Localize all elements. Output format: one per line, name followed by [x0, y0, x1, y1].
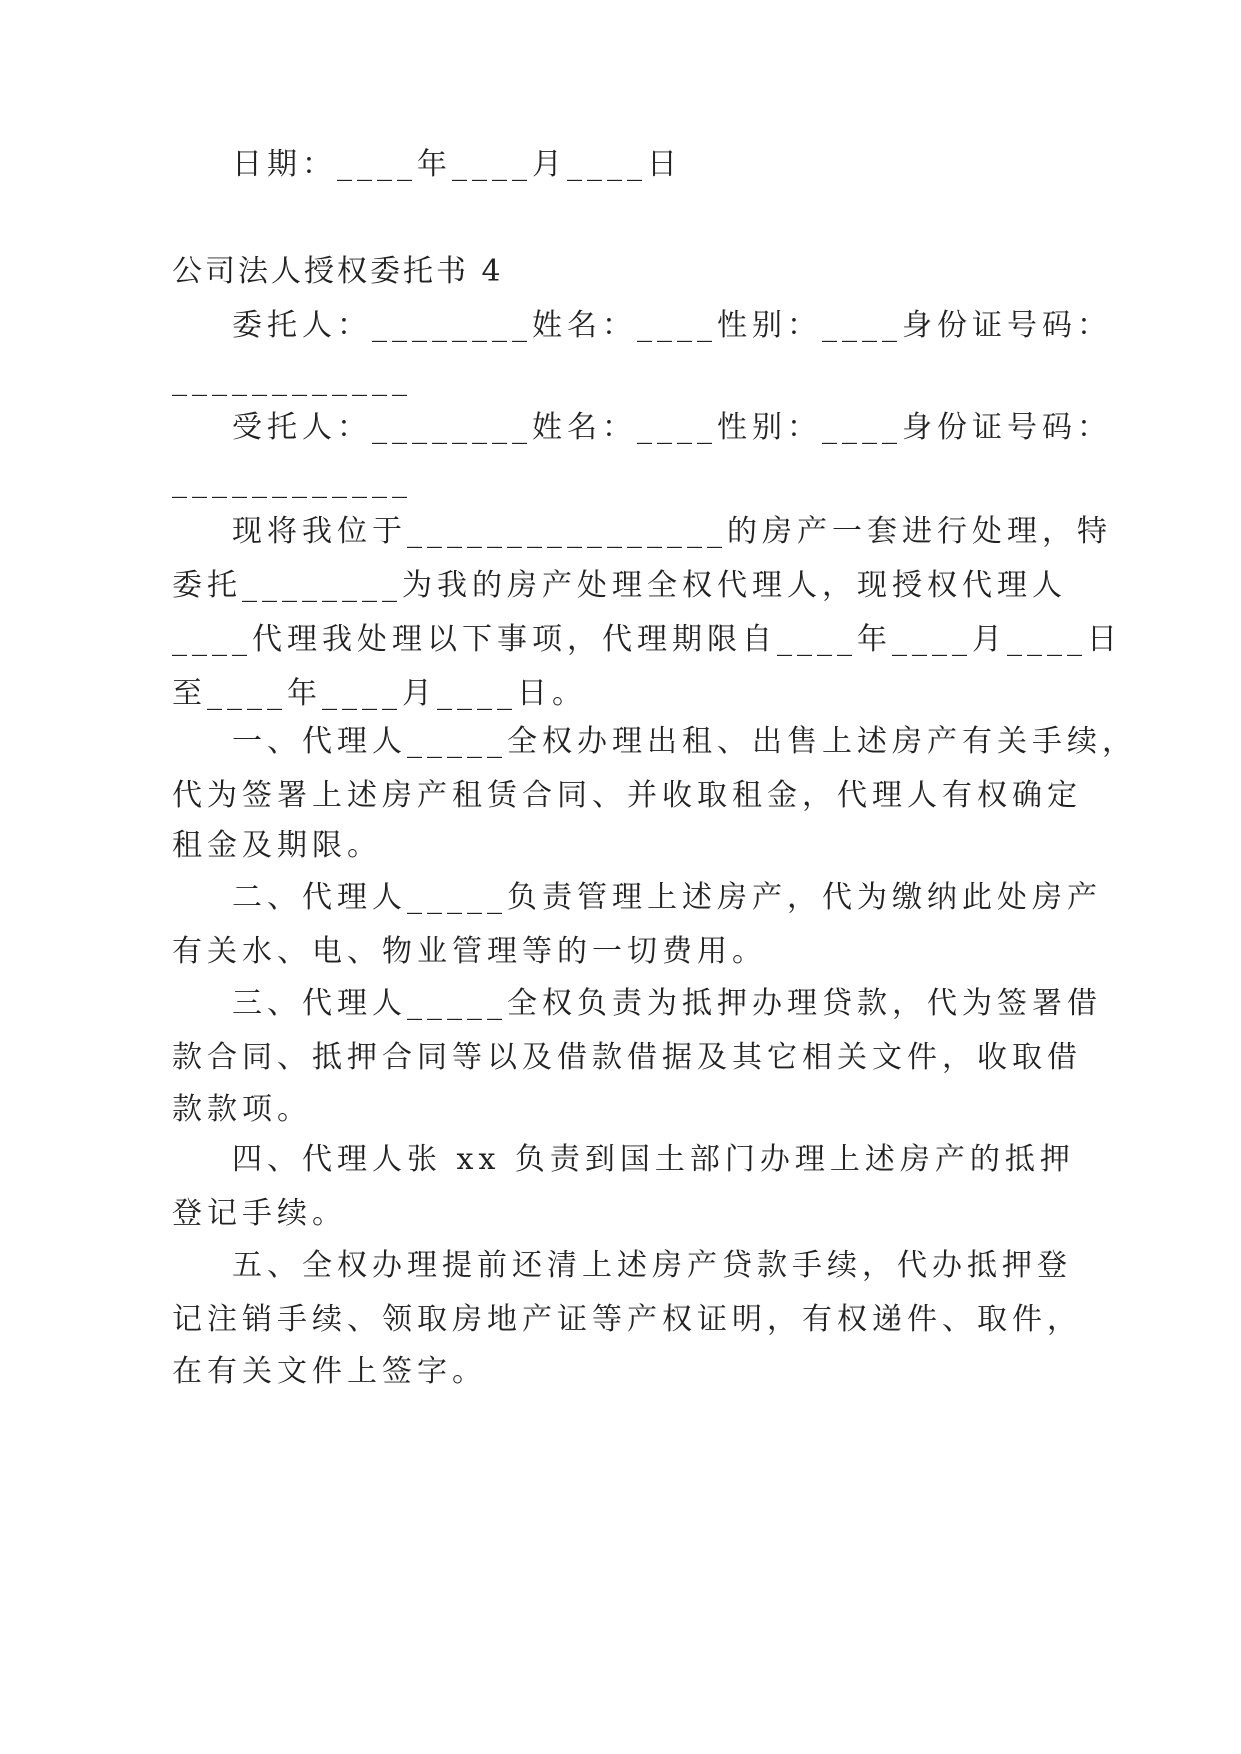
body-line: 五、全权办理提前还清上述房产贷款手续，代办抵押登: [232, 1248, 1072, 1283]
body-line: 款款项。: [172, 1092, 312, 1127]
date-line: 日期：____年____月____日: [232, 147, 682, 182]
body-line: 委托________为我的房产处理全权代理人，现授权代理人: [172, 568, 1067, 603]
body-line: 记注销手续、领取房地产证等产权证明，有权递件、取件，: [172, 1302, 1082, 1337]
body-line: 三、代理人_____全权负责为抵押办理贷款，代为签署借: [232, 986, 1102, 1021]
body-line: 租金及期限。: [172, 828, 382, 863]
section-title: 公司法人授权委托书 4: [172, 254, 504, 289]
body-line: 登记手续。: [172, 1196, 347, 1231]
body-line: 有关水、电、物业管理等的一切费用。: [172, 934, 767, 969]
body-line: 四、代理人张 xx 负责到国土部门办理上述房产的抵押: [232, 1142, 1075, 1177]
agent-id-blank: ____________: [172, 464, 412, 499]
principal-line: 委托人：________姓名：____性别：____身份证号码：: [232, 308, 1112, 343]
body-line: 在有关文件上签字。: [172, 1354, 487, 1389]
agent-line: 受托人：________姓名：____性别：____身份证号码：: [232, 410, 1112, 445]
body-line: 代为签署上述房产租赁合同、并收取租金，代理人有权确定: [172, 778, 1082, 813]
body-line: 款合同、抵押合同等以及借款借据及其它相关文件，收取借: [172, 1040, 1082, 1075]
body-line: 二、代理人_____负责管理上述房产，代为缴纳此处房产: [232, 880, 1102, 915]
body-line: ____代理我处理以下事项，代理期限自____年____月____日: [172, 622, 1122, 657]
body-line: 至____年____月____日。: [172, 676, 587, 711]
body-line: 现将我位于________________的房产一套进行处理，特: [232, 514, 1112, 549]
principal-id-blank: ____________: [172, 362, 412, 397]
body-line: 一、代理人_____全权办理出租、出售上述房产有关手续，: [232, 724, 1137, 759]
